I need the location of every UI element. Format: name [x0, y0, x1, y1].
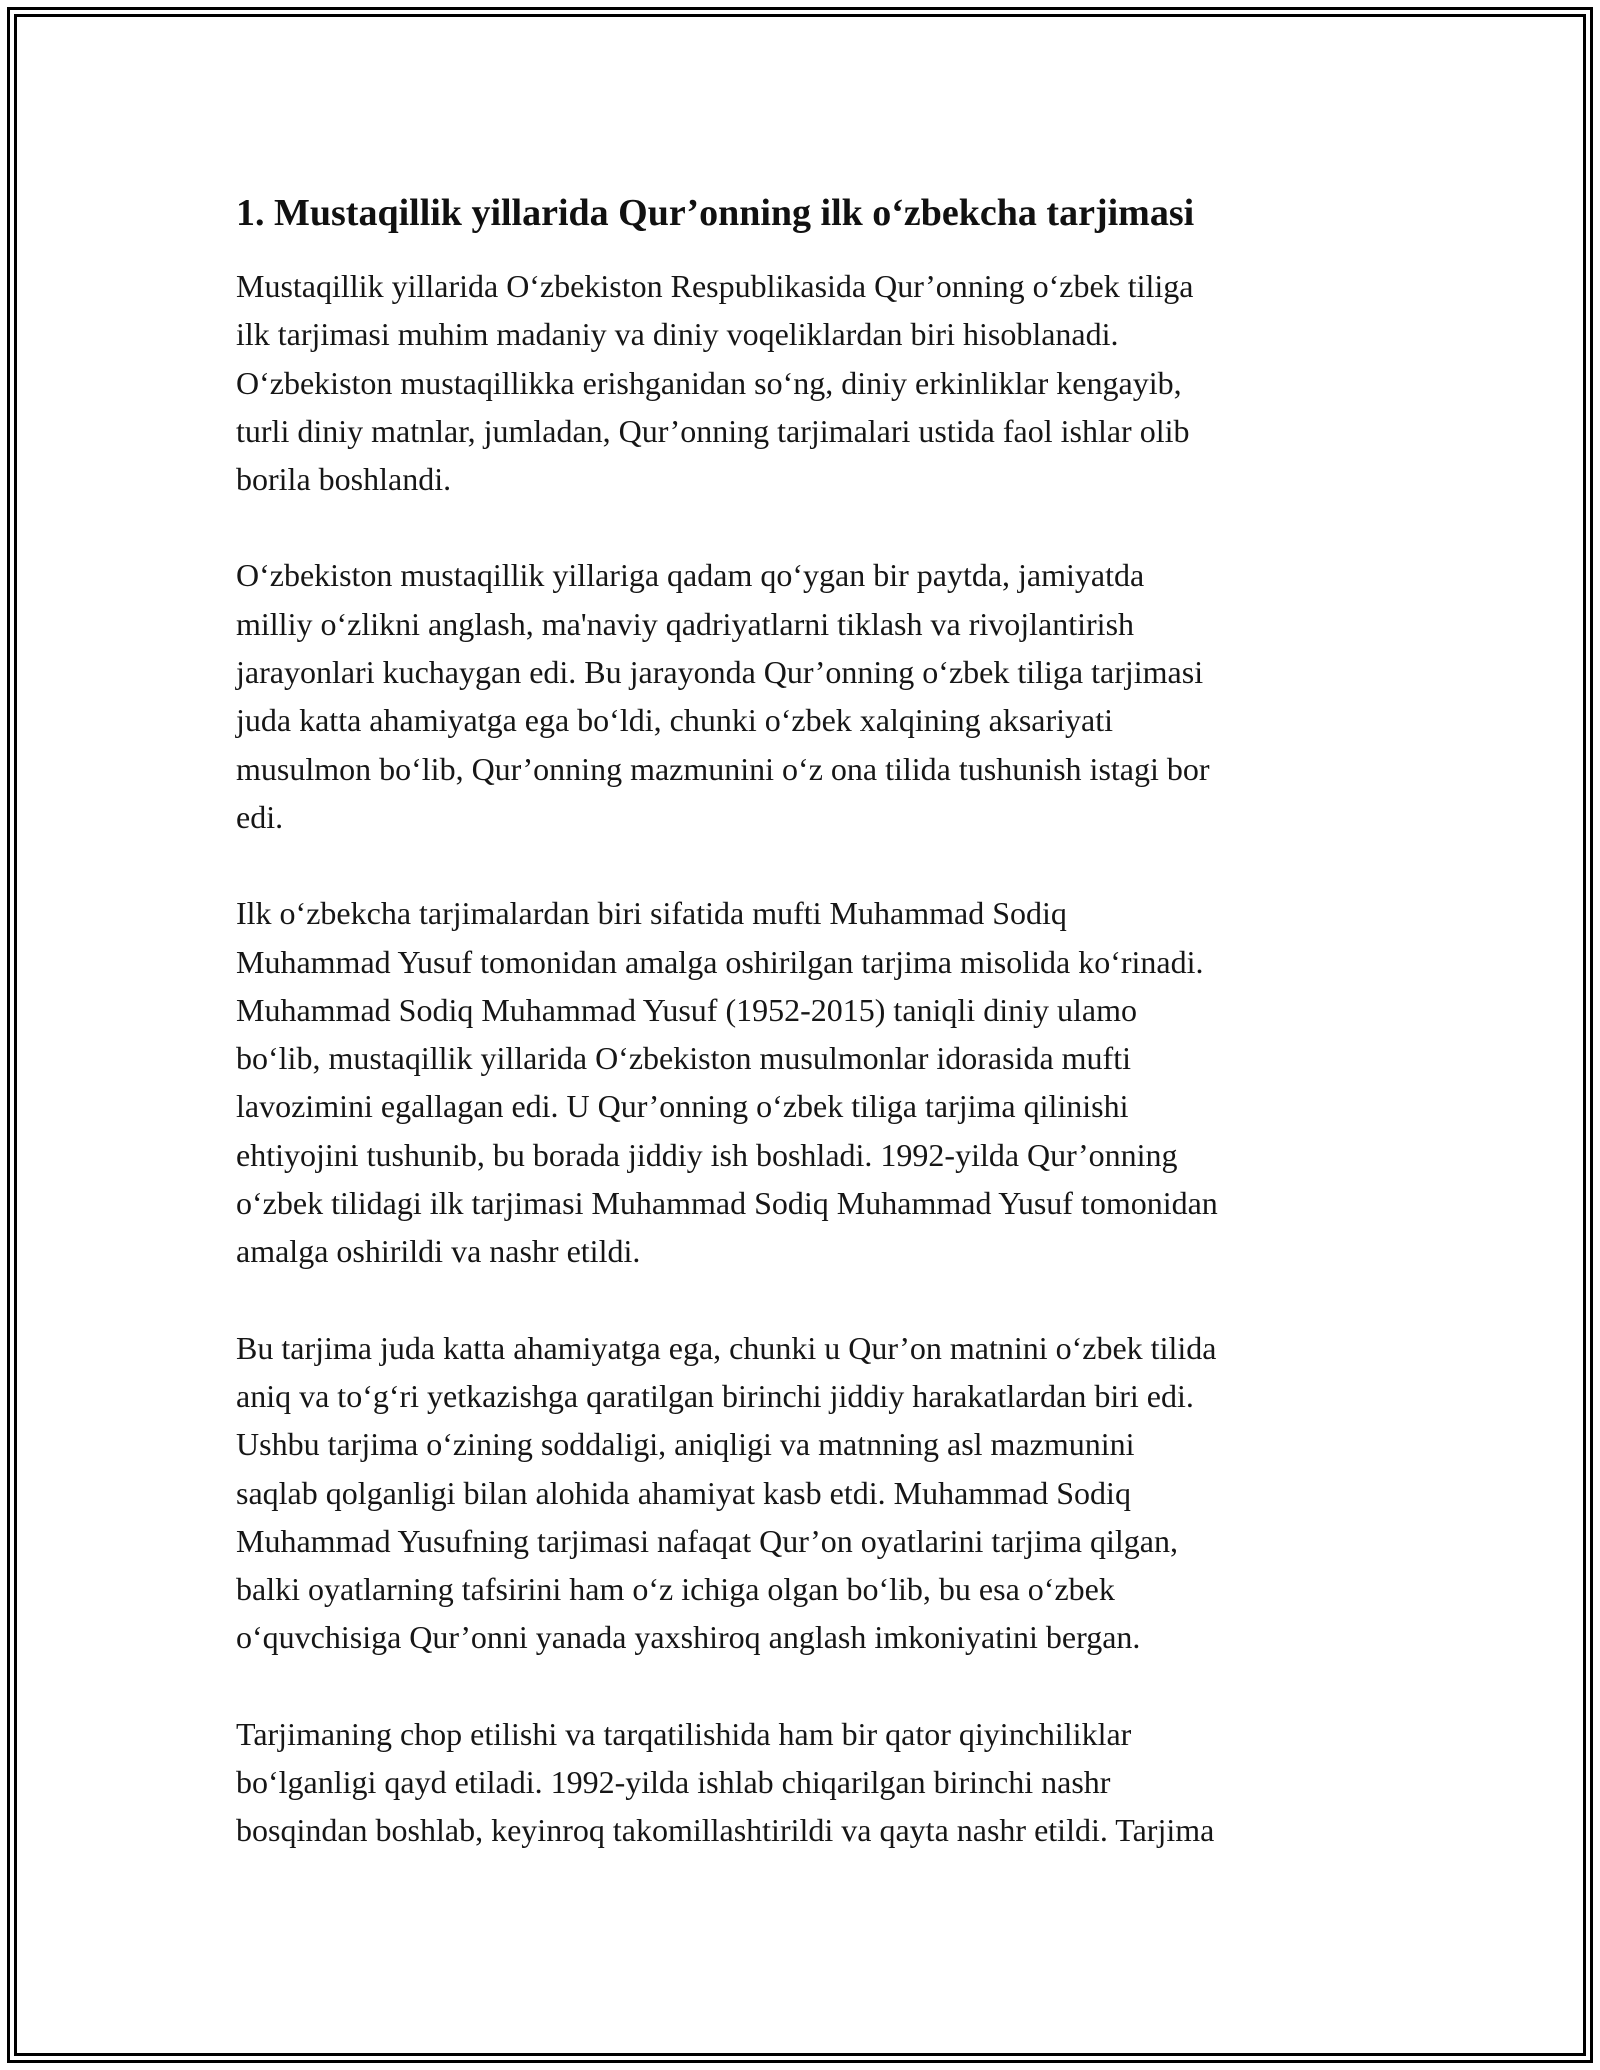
text-line: o‘zbek tilidagi ilk tarjimasi Muhammad Sodiq Muhammad Yusuf tomonidan [236, 1185, 1218, 1222]
text-line: borila boshlandi. [236, 461, 452, 498]
text-line: Muhammad Sodiq Muhammad Yusuf (1952-2015) taniqli diniy ulamo [236, 991, 1137, 1028]
text-line: edi. [236, 798, 284, 835]
text-line: amalga oshirildi va nashr etildi. [236, 1233, 641, 1270]
text-line: aniq va to‘g‘ri yetkazishga qaratilgan birinchi jiddiy harakatlardan biri edi. [236, 1377, 1194, 1414]
text-line: jarayonlari kuchaygan edi. Bu jarayonda Qur’onning o‘zbek tiliga tarjimasi [236, 654, 1204, 691]
text-line: o‘quvchisiga Qur’onni yanada yaxshiroq anglash imkoniyatini bergan. [236, 1619, 1141, 1656]
text-line: bo‘lganligi qayd etiladi. 1992-yilda ishlab chiqarilgan birinchi nashr [236, 1764, 1111, 1801]
section-heading: 1. Mustaqillik yillarida Qur’onning ilk o‘zbekcha tarjimasi [236, 192, 1195, 234]
text-line: juda katta ahamiyatga ega bo‘ldi, chunki o‘zbek xalqining aksariyati [236, 702, 1114, 739]
text-line: turli diniy matnlar, jumladan, Qur’onning tarjimalari ustida faol ishlar olib [236, 412, 1190, 449]
text-line: saqlab qolganligi bilan alohida ahamiyat kasb etdi. Muhammad Sodiq [236, 1474, 1131, 1511]
text-line: Muhammad Yusufning tarjimasi nafaqat Qur’on oyatlarini tarjima qilgan, [236, 1522, 1178, 1559]
text-line: Tarjimaning chop etilishi va tarqatilishida ham bir qator qiyinchiliklar [236, 1715, 1132, 1752]
paragraph-5 [236, 1710, 1386, 1855]
document-body [236, 184, 1386, 1903]
text-line: bo‘lib, mustaqillik yillarida O‘zbekiston musulmonlar idorasida mufti [236, 1040, 1131, 1077]
paragraph-2 [236, 551, 1386, 841]
paragraph-4 [236, 1324, 1386, 1662]
text-line: musulmon bo‘lib, Qur’onning mazmunini o‘z ona tilida tushunish istagi bor [236, 750, 1210, 787]
text-line: O‘zbekiston mustaqillik yillariga qadam qo‘ygan bir paytda, jamiyatda [236, 557, 1145, 594]
text-line: milliy o‘zlikni anglash, ma'naviy qadriyatlarni tiklash va rivojlantirish [236, 605, 1135, 642]
paragraph-1 [236, 262, 1386, 503]
text-line: Ushbu tarjima o‘zining soddaligi, aniqligi va matnning asl mazmunini [236, 1426, 1135, 1463]
text-line: Ilk o‘zbekcha tarjimalardan biri sifatida mufti Muhammad Sodiq [236, 895, 1067, 932]
text-line: Muhammad Yusuf tomonidan amalga oshirilgan tarjima misolida ko‘rinadi. [236, 943, 1204, 980]
text-line: ilk tarjimasi muhim madaniy va diniy voqeliklardan biri hisoblanadi. [236, 316, 1119, 353]
text-line: lavozimini egallagan edi. U Qur’onning o‘zbek tiliga tarjima qilinishi [236, 1088, 1129, 1125]
text-line: O‘zbekiston mustaqillikka erishganidan so‘ng, diniy erkinliklar kengayib, [236, 364, 1182, 401]
paragraph-3 [236, 889, 1386, 1275]
text-line: bosqindan boshlab, keyinroq takomillashtirildi va qayta nashr etildi. Tarjima [236, 1812, 1215, 1849]
text-line: ehtiyojini tushunib, bu borada jiddiy ish boshladi. 1992-yilda Qur’onning [236, 1136, 1178, 1173]
text-line: Mustaqillik yillarida O‘zbekiston Respublikasida Qur’onning o‘zbek tiliga [236, 268, 1194, 304]
text-line: Bu tarjima juda katta ahamiyatga ega, chunki u Qur’on matnini o‘zbek tilida [236, 1329, 1217, 1366]
text-line: balki oyatlarning tafsirini ham o‘z ichiga olgan bo‘lib, bu esa o‘zbek [236, 1571, 1115, 1608]
